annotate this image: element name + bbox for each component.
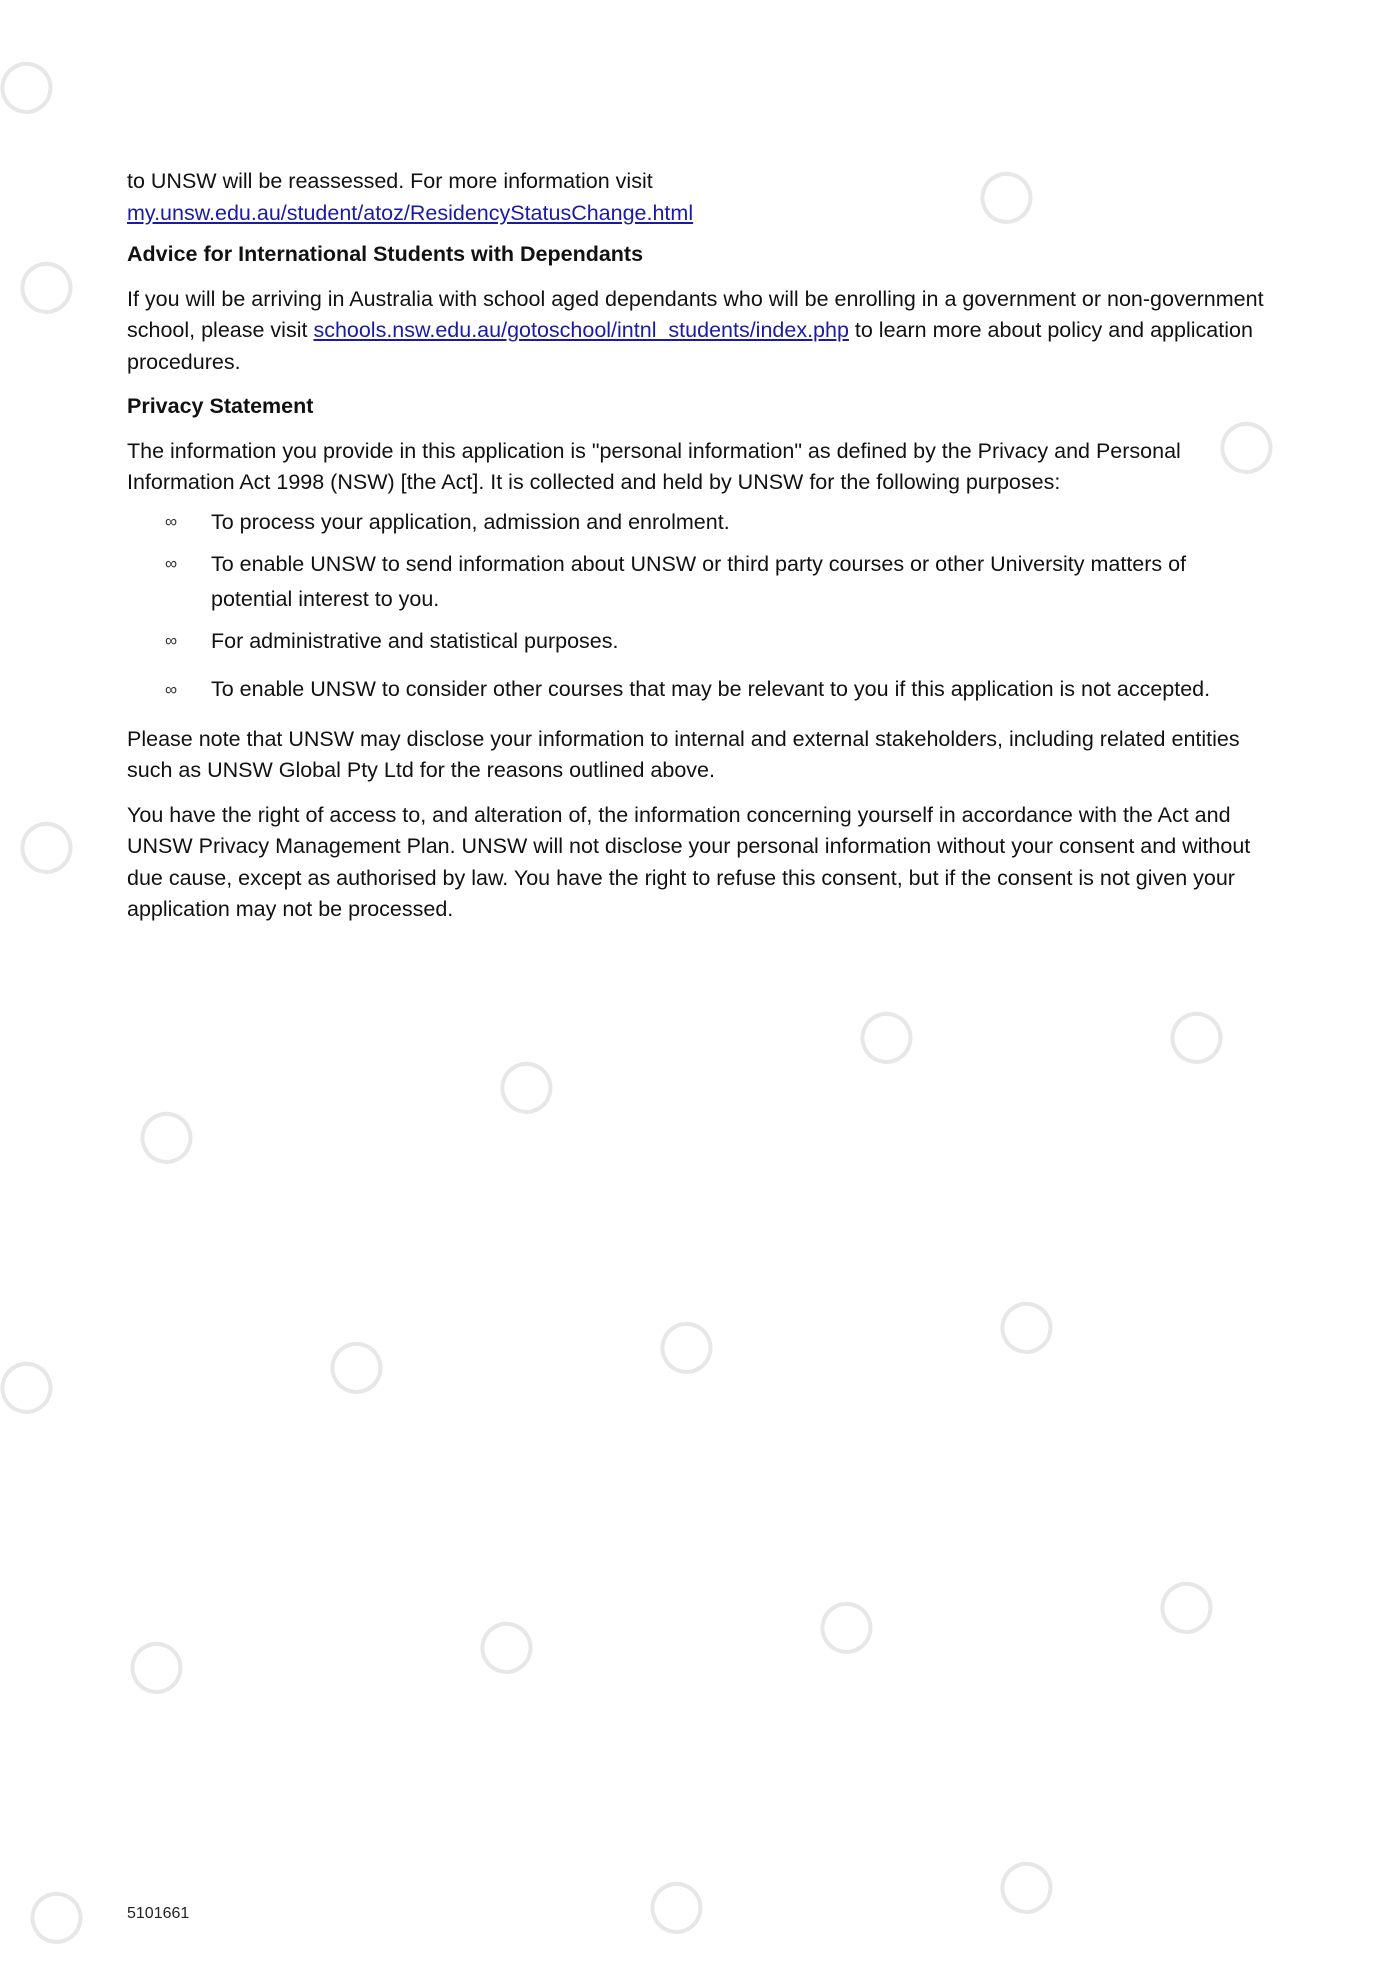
watermark-logo-icon (851, 1003, 921, 1073)
disclosure-paragraph: Please note that UNSW may disclose your information to internal and external stakeholders, including related entities such as UNSW Global Pty Ltd for the reasons outlined above. (127, 726, 1240, 782)
watermark (21, 1879, 98, 1953)
watermark (811, 1589, 888, 1663)
watermark-logo-icon (121, 1633, 191, 1703)
rights-paragraph: You have the right of access to, and alteration of, the information concerning yourself in accordance with the Act and UNSW Privacy Management Plan. UNSW will not disclose your personal information without your consent and without due cause, except as authorised by law. You have the right to refuse this consent, but if the consent is not given your application may not be processed. (127, 802, 1251, 921)
document-code: 5101661 (127, 1905, 190, 1922)
watermark-logo-icon (11, 253, 81, 323)
watermark (1151, 1569, 1228, 1643)
watermark-logo-icon (491, 1053, 561, 1123)
dependants-heading: Advice for International Students with Dependants (127, 242, 644, 266)
watermark-logo-icon (11, 813, 81, 883)
watermark-logo-icon (811, 1593, 881, 1663)
infinity-bullet-icon: ∞ (165, 511, 178, 531)
dependants-text-after: to learn more about policy and application procedures. (127, 318, 1253, 374)
watermark (131, 1099, 208, 1173)
schools-nsw-link[interactable]: schools.nsw.edu.au/gotoschool/intnl_students/index.php (313, 318, 849, 342)
privacy-heading: Privacy Statement (127, 394, 314, 418)
watermark (991, 1289, 1068, 1363)
watermark (651, 1309, 728, 1383)
watermark (11, 809, 88, 883)
purpose-text: For administrative and statistical purposes. (211, 629, 619, 653)
infinity-bullet-icon: ∞ (165, 679, 178, 699)
residency-status-link[interactable]: my.unsw.edu.au/student/atoz/ResidencyStatusChange.html (127, 200, 694, 225)
list-item (127, 547, 1272, 616)
list-item (127, 505, 1272, 540)
watermark (321, 1329, 398, 1403)
watermark (641, 1869, 718, 1943)
infinity-bullet-icon: ∞ (165, 631, 178, 650)
document-body (127, 166, 1272, 939)
watermark (121, 1629, 198, 1703)
watermark (1161, 999, 1238, 1073)
watermark-logo-icon (991, 1293, 1061, 1363)
list-item (127, 667, 1272, 712)
watermark-logo-icon (651, 1313, 721, 1383)
watermark (491, 1049, 568, 1123)
watermark (0, 1349, 69, 1423)
watermark (11, 249, 88, 323)
privacy-intro: The information you provide in this application is "personal information" as defined by the Privacy and Personal Information Act 1998 (NSW) [the Act]. It is collected and held by UNSW for the following purposes: (127, 438, 1181, 494)
watermark-logo-icon (641, 1873, 711, 1943)
intro-paragraph (127, 166, 1272, 229)
watermark-logo-icon (21, 1883, 91, 1953)
intro-text: to UNSW will be reassessed. For more information visit (127, 169, 653, 193)
purpose-text: To enable UNSW to send information about UNSW or third party courses or other University matters of potential interest to you. (211, 552, 1187, 611)
purpose-text: To process your application, admission and enrolment. (211, 509, 730, 534)
dependants-text-before: If you will be arriving in Australia with school aged dependants who will be enrolling in a government or non-government school, please visit (127, 286, 1264, 342)
infinity-bullet-icon: ∞ (165, 554, 178, 573)
watermark (991, 1849, 1068, 1923)
watermark (0, 49, 69, 123)
watermark-logo-icon (471, 1613, 541, 1683)
watermark-logo-icon (1161, 1003, 1231, 1073)
watermark-logo-icon (131, 1103, 201, 1173)
list-item (127, 624, 1272, 659)
watermark-logo-icon (0, 53, 62, 123)
watermark-logo-icon (1151, 1573, 1221, 1643)
dependants-paragraph (127, 284, 1272, 379)
purposes-list (127, 505, 1272, 712)
watermark-logo-icon (991, 1853, 1061, 1923)
purpose-text: To enable UNSW to consider other courses that may be relevant to you if this application is not accepted. (211, 676, 1211, 701)
watermark-logo-icon (0, 1353, 62, 1423)
watermark (851, 999, 928, 1073)
watermark-logo-icon (321, 1333, 391, 1403)
watermark (471, 1609, 548, 1683)
